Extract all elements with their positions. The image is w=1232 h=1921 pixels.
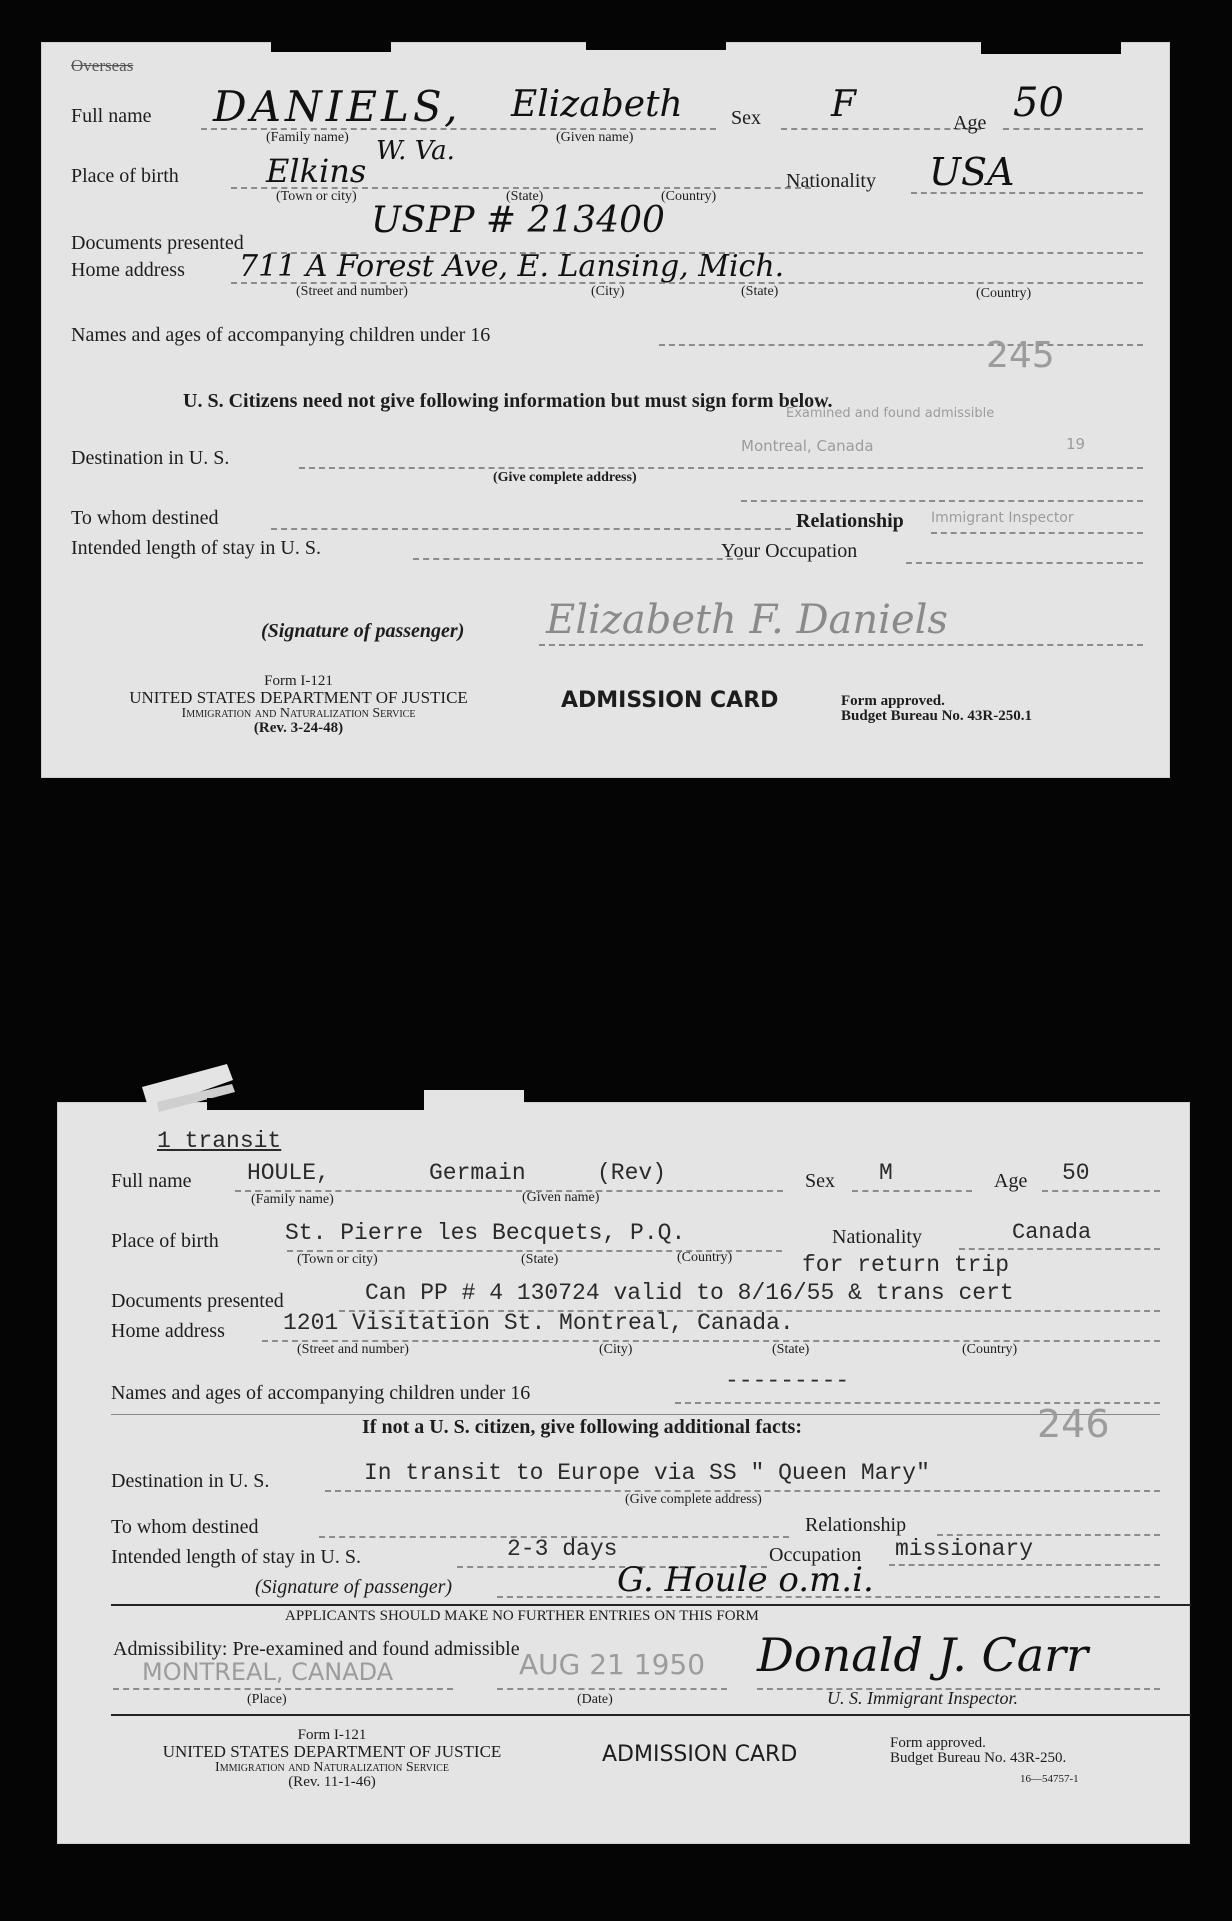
form-footer-right — [890, 1736, 1079, 1787]
length-of-stay-line — [413, 558, 743, 560]
sex-value: F — [831, 84, 856, 125]
length-of-stay-value: 2-3 days — [507, 1536, 618, 1562]
card-torn-edge — [271, 36, 391, 52]
form-number: Form I-121 — [297, 1727, 367, 1743]
children-line — [659, 344, 1143, 346]
country-caption: (Country) — [661, 189, 717, 204]
form-footer-left — [71, 674, 526, 736]
town-caption: (Town or city) — [297, 1252, 378, 1267]
sex-value: M — [879, 1160, 893, 1186]
complete-address-caption: (Give complete address) — [493, 470, 637, 485]
stamp-place-value: MONTREAL, CANADA — [142, 1658, 394, 1686]
admission-card-title: ADMISSION CARD — [602, 1742, 798, 1767]
relationship-line — [931, 532, 1143, 534]
home-address-value: 1201 Visitation St. Montreal, Canada. — [283, 1310, 794, 1336]
no-entries-note: APPLICANTS SHOULD MAKE NO FURTHER ENTRIES ON THIS FORM — [285, 1608, 759, 1624]
children-label: Names and ages of accompanying children under 16 — [111, 1382, 531, 1404]
country-caption: (Country) — [677, 1250, 733, 1265]
place-caption: (Place) — [247, 1692, 287, 1707]
age-line — [1042, 1190, 1160, 1192]
no-entries-rule — [111, 1604, 1191, 1606]
family-name-value: HOULE, — [247, 1160, 330, 1186]
state-caption-2: (State) — [741, 284, 779, 299]
footer-rule — [111, 1714, 1191, 1716]
occupation-line — [906, 562, 1143, 564]
nationality-label: Nationality — [786, 170, 876, 192]
family-name-caption: (Family name) — [266, 130, 349, 145]
birth-state-value: W. Va. — [376, 136, 455, 166]
card-tab — [424, 1090, 524, 1110]
occupation-line — [889, 1564, 1160, 1566]
destination-label: Destination in U. S. — [111, 1470, 270, 1492]
occupation-value: missionary — [895, 1536, 1034, 1562]
full-name-label: Full name — [71, 105, 152, 127]
documents-label: Documents presented — [111, 1290, 284, 1312]
form-approved: Form approved. — [841, 693, 945, 709]
card-torn-edge — [207, 1098, 447, 1110]
family-name-value: DANIELS, — [213, 82, 462, 131]
children-label: Names and ages of accompanying children under 16 — [71, 324, 491, 346]
given-name-value: Germain — [429, 1160, 526, 1186]
place-of-birth-label: Place of birth — [71, 165, 179, 187]
full-name-label: Full name — [111, 1170, 192, 1192]
card-number: 246 — [1037, 1402, 1110, 1446]
signature-label: (Signature of passenger) — [255, 1576, 453, 1598]
inspector-signature: Donald J. Carr — [757, 1628, 1089, 1682]
occupation-label: Your Occupation — [721, 540, 858, 562]
destination-label: Destination in U. S. — [71, 447, 230, 469]
section-divider — [111, 1414, 1160, 1415]
state-caption-2: (State) — [772, 1342, 810, 1357]
sex-line — [852, 1190, 972, 1192]
budget-bureau: Budget Bureau No. 43R-250. — [890, 1750, 1067, 1766]
age-label: Age — [994, 1170, 1028, 1192]
date-caption: (Date) — [577, 1692, 613, 1707]
relationship-label: Relationship — [805, 1514, 907, 1536]
signature-line — [539, 644, 1143, 646]
town-caption: (Town or city) — [276, 189, 357, 204]
nationality-line — [959, 1248, 1160, 1250]
stamp-place: Montreal, Canada — [741, 437, 874, 455]
admission-card-daniels — [41, 42, 1170, 778]
additional-facts-note: If not a U. S. citizen, give following additional facts: — [362, 1416, 802, 1438]
country-caption-2: (Country) — [962, 1342, 1018, 1357]
service-name: Immigration and Naturalization Service — [181, 706, 416, 721]
form-approved: Form approved. — [890, 1735, 986, 1751]
form-footer-left — [107, 1728, 557, 1790]
place-line — [113, 1688, 453, 1690]
birth-place-value: St. Pierre les Becquets, P.Q. — [285, 1220, 686, 1246]
given-name-caption: (Given name) — [556, 130, 634, 145]
documents-value: USPP # 213400 — [371, 200, 665, 241]
street-caption: (Street and number) — [296, 284, 408, 299]
admission-card-title: ADMISSION CARD — [561, 688, 779, 713]
budget-bureau: Budget Bureau No. 43R-250.1 — [841, 708, 1032, 724]
to-whom-line — [271, 528, 791, 530]
destination-line — [299, 467, 1143, 469]
state-caption: (State) — [521, 1252, 559, 1267]
home-address-value: 711 A Forest Ave, E. Lansing, Mich. — [239, 249, 785, 284]
service-name: Immigration and Naturalization Service — [215, 1760, 449, 1775]
children-value: --------- — [725, 1368, 850, 1394]
country-caption-2: (Country) — [976, 286, 1032, 301]
documents-label: Documents presented — [71, 232, 244, 254]
state-caption: (State) — [506, 189, 544, 204]
sex-line — [781, 128, 981, 130]
form-revision: (Rev. 11-1-46) — [288, 1774, 376, 1790]
age-value: 50 — [1013, 80, 1064, 126]
admissibility-label: Admissibility: Pre-examined and found admissible — [113, 1638, 520, 1660]
birth-town-value: Elkins — [266, 152, 367, 190]
form-number: Form I-121 — [264, 673, 333, 689]
form-revision: (Rev. 3-24-48) — [253, 720, 344, 736]
sex-label: Sex — [731, 107, 761, 129]
home-address-label: Home address — [111, 1320, 225, 1342]
stamp-date-value: AUG 21 1950 — [519, 1648, 706, 1681]
documents-value: Can PP # 4 130724 valid to 8/16/55 & trans cert — [365, 1280, 1014, 1306]
complete-address-caption: (Give complete address) — [625, 1492, 762, 1507]
department-name: UNITED STATES DEPARTMENT OF JUSTICE — [162, 1742, 502, 1761]
length-of-stay-label: Intended length of stay in U. S. — [71, 537, 321, 559]
passenger-signature: G. Houle o.m.i. — [617, 1560, 874, 1600]
header-note: 1 transit — [157, 1128, 282, 1154]
family-name-caption: (Family name) — [251, 1192, 334, 1207]
nationality-label: Nationality — [832, 1226, 922, 1248]
torn-paper-fragment — [137, 1062, 257, 1122]
card-number: 245 — [986, 335, 1055, 376]
length-of-stay-label: Intended length of stay in U. S. — [111, 1546, 361, 1568]
given-name-caption: (Given name) — [522, 1190, 600, 1205]
city-caption: (City) — [599, 1342, 633, 1357]
stamp-year: 19 — [1066, 435, 1086, 453]
stamp-line — [741, 500, 1143, 502]
occupation-label: Occupation — [769, 1544, 862, 1566]
print-code: 16—54757-1 — [1020, 1773, 1079, 1785]
city-caption: (City) — [591, 284, 625, 299]
header-note: Overseas — [71, 56, 134, 75]
age-value: 50 — [1062, 1160, 1090, 1186]
card-torn-edge — [981, 36, 1121, 54]
age-label: Age — [953, 112, 987, 134]
stamp-inspector: Immigrant Inspector — [931, 510, 1074, 526]
department-name: UNITED STATES DEPARTMENT OF JUSTICE — [129, 688, 468, 707]
card-torn-edge — [586, 36, 726, 50]
form-footer-right — [841, 694, 1032, 724]
to-whom-label: To whom destined — [111, 1516, 259, 1538]
passenger-signature: Elizabeth F. Daniels — [546, 597, 948, 643]
age-line — [1003, 128, 1143, 130]
stamp-examined: Examined and found admissible — [786, 406, 995, 421]
nationality-value: Canada — [1012, 1220, 1092, 1245]
destination-value: In transit to Europe via SS " Queen Mary" — [364, 1460, 930, 1486]
citizens-note: U. S. Citizens need not give following information but must sign form below. — [183, 390, 833, 412]
street-caption: (Street and number) — [297, 1342, 409, 1357]
given-name-value: Elizabeth — [511, 84, 683, 125]
home-address-label: Home address — [71, 259, 185, 281]
nationality-value: USA — [929, 150, 1015, 194]
nationality-note-value: for return trip — [802, 1252, 1010, 1278]
to-whom-label: To whom destined — [71, 507, 219, 529]
place-of-birth-label: Place of birth — [111, 1230, 219, 1252]
inspector-caption: U. S. Immigrant Inspector. — [827, 1688, 1018, 1708]
signature-label: (Signature of passenger) — [261, 620, 465, 642]
sex-label: Sex — [805, 1170, 835, 1192]
admission-card-houle — [57, 1102, 1190, 1844]
date-line — [497, 1688, 727, 1690]
relationship-label: Relationship — [796, 510, 904, 532]
title-value: (Rev) — [597, 1160, 667, 1186]
